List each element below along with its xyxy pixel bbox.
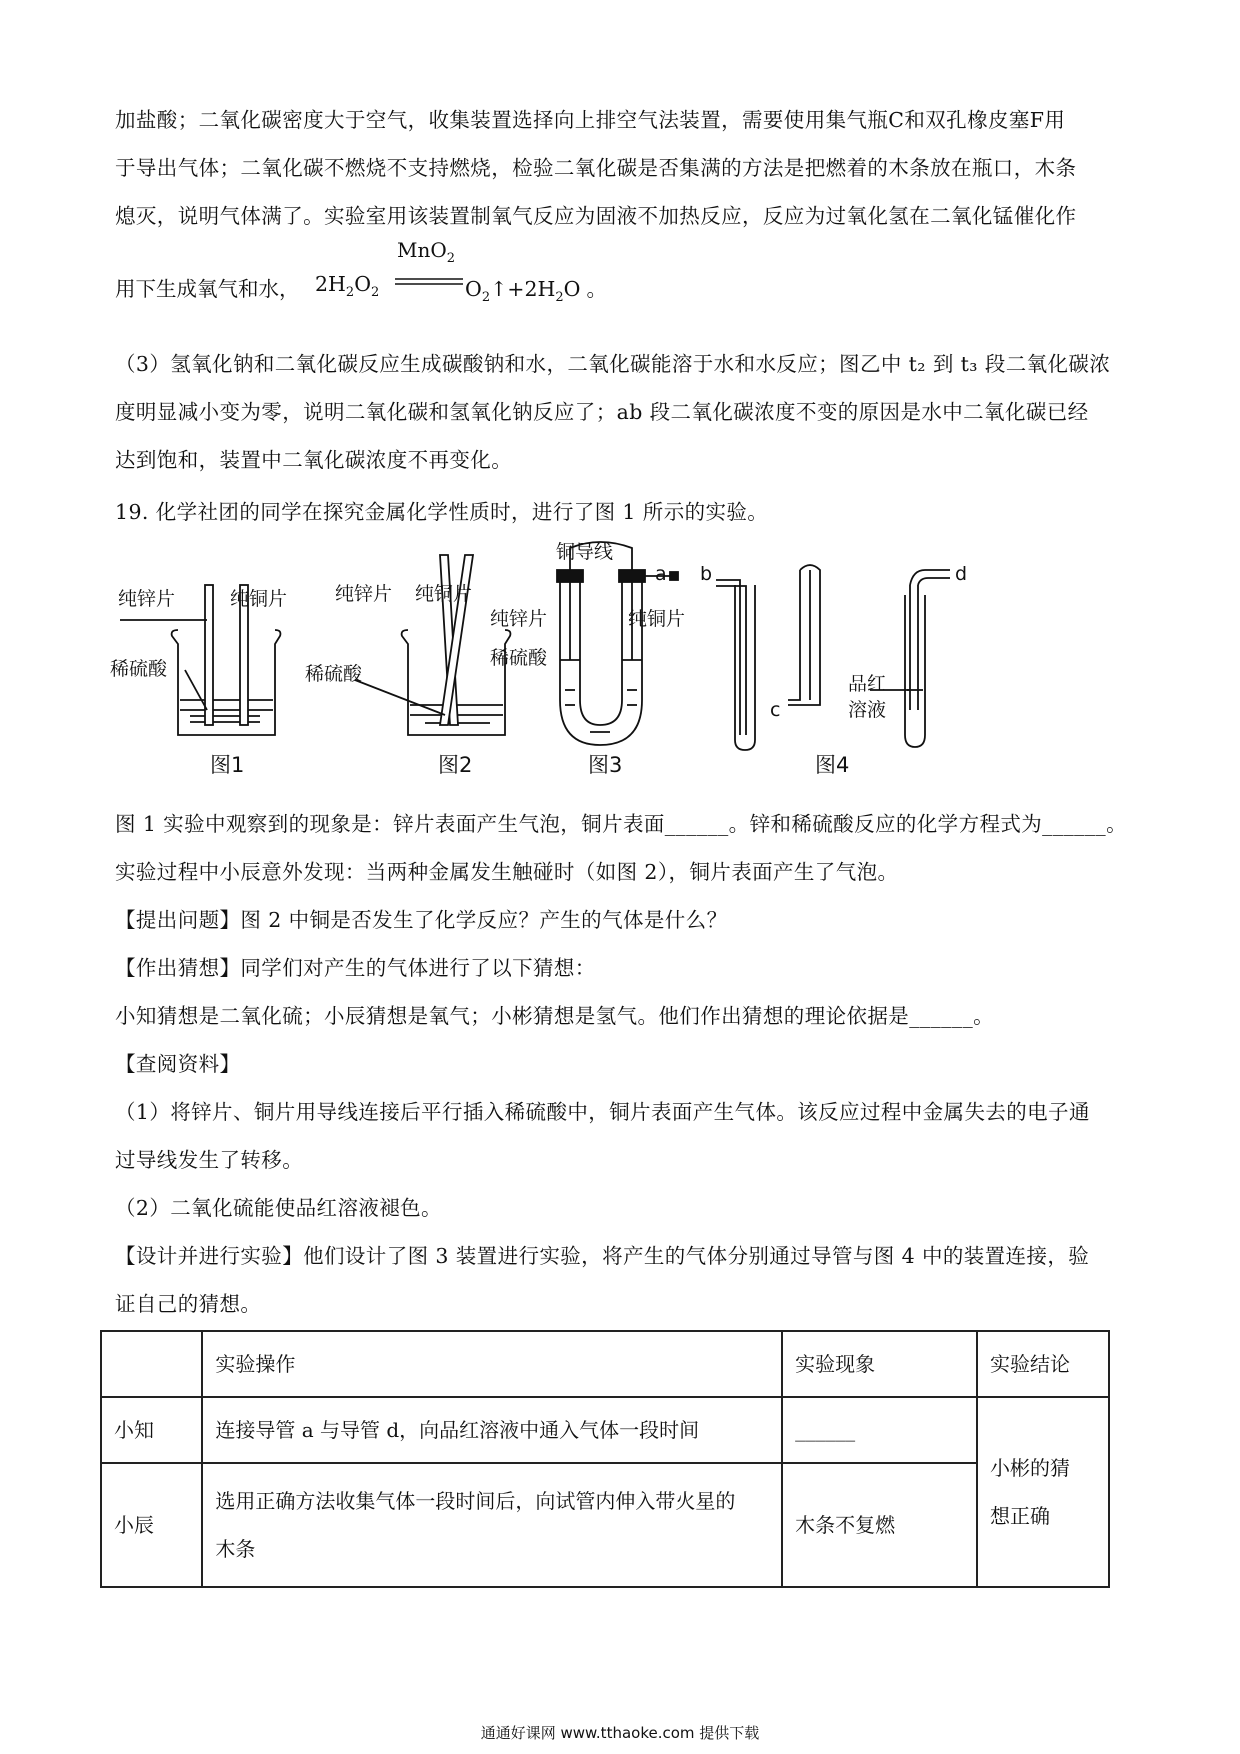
fig4-c-label: c [770, 699, 781, 721]
text-line: 【提出问题】图 2 中铜是否发生了化学反应？产生的气体是什么？ [115, 908, 728, 932]
question-body [115, 800, 1130, 1328]
equation-prefix: 用下生成氧气和水， [115, 277, 300, 301]
text-line: （2）二氧化硫能使品红溶液褪色。 [115, 1196, 442, 1220]
table-header-row [101, 1331, 1109, 1397]
equation-catalyst: MnO$_2$ [397, 238, 456, 266]
answer-paragraph-3 [115, 340, 1130, 484]
fig4-solution-label-2: 溶液 [848, 699, 887, 721]
text-line: 于导出气体；二氧化碳不燃烧不支持燃烧，检验二氧化碳是否集满的方法是把燃着的木条放在瓶口，木条 [115, 156, 1077, 180]
text-line: 【查阅资料】 [115, 1052, 241, 1076]
text-line: 【设计并进行实验】他们设计了图 3 装置进行实验，将产生的气体分别通过导管与图 4 中的装置连接，验 [115, 1244, 1090, 1268]
table-cell-phenomenon: 木条不复燃 [782, 1463, 977, 1587]
table-header-cell: 实验操作 [202, 1331, 782, 1397]
text-line: 小知猜想是二氧化硫；小辰猜想是氧气；小彬猜想是氢气。他们作出猜想的理论依据是______。 [115, 1004, 994, 1028]
text-line: 熄灭，说明气体满了。实验室用该装置制氧气反应为固液不加热反应，反应为过氧化氢在二氧化锰催化作 [115, 204, 1077, 228]
text-line: （1）将锌片、铜片用导线连接后平行插入稀硫酸中，铜片表面产生气体。该反应过程中金属失去的电子通 [115, 1100, 1090, 1124]
experiment-figure [110, 540, 1130, 780]
table-cell-operation: 连接导管 a 与导管 d，向品红溶液中通入气体一段时间 [202, 1397, 782, 1463]
text-line: 过导线发生了转移。 [115, 1148, 304, 1172]
fig3-cu-label: 纯铜片 [628, 608, 686, 630]
fig4-b-label: b [700, 563, 713, 585]
fig3-zn-label: 纯锌片 [490, 608, 548, 630]
fig3-caption: 图3 [588, 753, 623, 777]
fig2-zn-label: 纯锌片 [335, 583, 393, 605]
chemical-equation [115, 238, 815, 318]
fig4-caption: 图4 [815, 753, 850, 777]
table-cell-name: 小辰 [101, 1463, 202, 1587]
fig4-d-label: d [955, 563, 968, 585]
experiment-table [100, 1330, 1110, 1588]
fig2-cu-label: 纯铜片 [415, 583, 473, 605]
fig4-solution-label-1: 品红 [848, 673, 887, 695]
fig1-zn-label: 纯锌片 [118, 588, 176, 610]
text-line: 证自己的猜想。 [115, 1292, 262, 1316]
equation-right: $O_2↑+2H_2O$ 。 [465, 277, 607, 305]
text-line: （3）氢氧化钠和二氧化碳反应生成碳酸钠和水，二氧化碳能溶于水和水反应；图乙中 t₂ 到 t₃ 段二氧化碳浓 [115, 352, 1111, 376]
equation-left: $2H_2O_2$ [315, 272, 380, 300]
reaction-arrow-equals [395, 276, 465, 288]
question-19: 19. 化学社团的同学在探究金属化学性质时，进行了图 1 所示的实验。 [115, 500, 769, 524]
fig1-cu-label: 纯铜片 [230, 588, 288, 610]
text-line: 图 1 实验中观察到的现象是：锌片表面产生气泡，铜片表面______。锌和稀硫酸反应的化学方程式为______。 [115, 812, 1127, 836]
fig2-acid-label: 稀硫酸 [305, 663, 363, 685]
text-line: 达到饱和，装置中二氧化碳浓度不再变化。 [115, 448, 513, 472]
table-cell-conclusion: 小彬的猜 想正确 [977, 1397, 1109, 1587]
table-cell-operation: 选用正确方法收集气体一段时间后，向试管内伸入带火星的 木条 [202, 1463, 782, 1587]
fig2-caption: 图2 [438, 753, 473, 777]
fig3-a-label: a [655, 563, 667, 585]
table-row [101, 1397, 1109, 1463]
table-header-cell: 实验结论 [977, 1331, 1109, 1397]
figure4-tubes [716, 565, 950, 750]
page-footer: 通通好课网 www.tthaoke.com 提供下载 [480, 1724, 760, 1742]
fig3-wire-label: 铜导线 [556, 541, 614, 563]
text-line: 【作出猜想】同学们对产生的气体进行了以下猜想： [115, 956, 596, 980]
table-row [101, 1463, 1109, 1587]
text-line: 度明显减小变为零，说明二氧化碳和氢氧化钠反应了；ab 段二氧化碳浓度不变的原因是水中二氧化碳已经 [115, 400, 1089, 424]
fig3-acid-label: 稀硫酸 [490, 647, 548, 669]
text-line: 加盐酸；二氧化碳密度大于空气，收集装置选择向上排空气法装置，需要使用集气瓶C和双孔橡皮塞F用 [115, 108, 1066, 132]
answer-paragraph-2 [115, 96, 1130, 240]
text-line: 实验过程中小辰意外发现：当两种金属发生触碰时（如图 2），铜片表面产生了气泡。 [115, 860, 899, 884]
figure2-beaker [355, 555, 510, 735]
fig1-caption: 图1 [210, 753, 245, 777]
fig1-acid-label: 稀硫酸 [110, 658, 168, 680]
table-cell-phenomenon: ______ [782, 1397, 977, 1463]
table-cell-name: 小知 [101, 1397, 202, 1463]
table-header-cell: 实验现象 [782, 1331, 977, 1397]
table-header-cell [101, 1331, 202, 1397]
